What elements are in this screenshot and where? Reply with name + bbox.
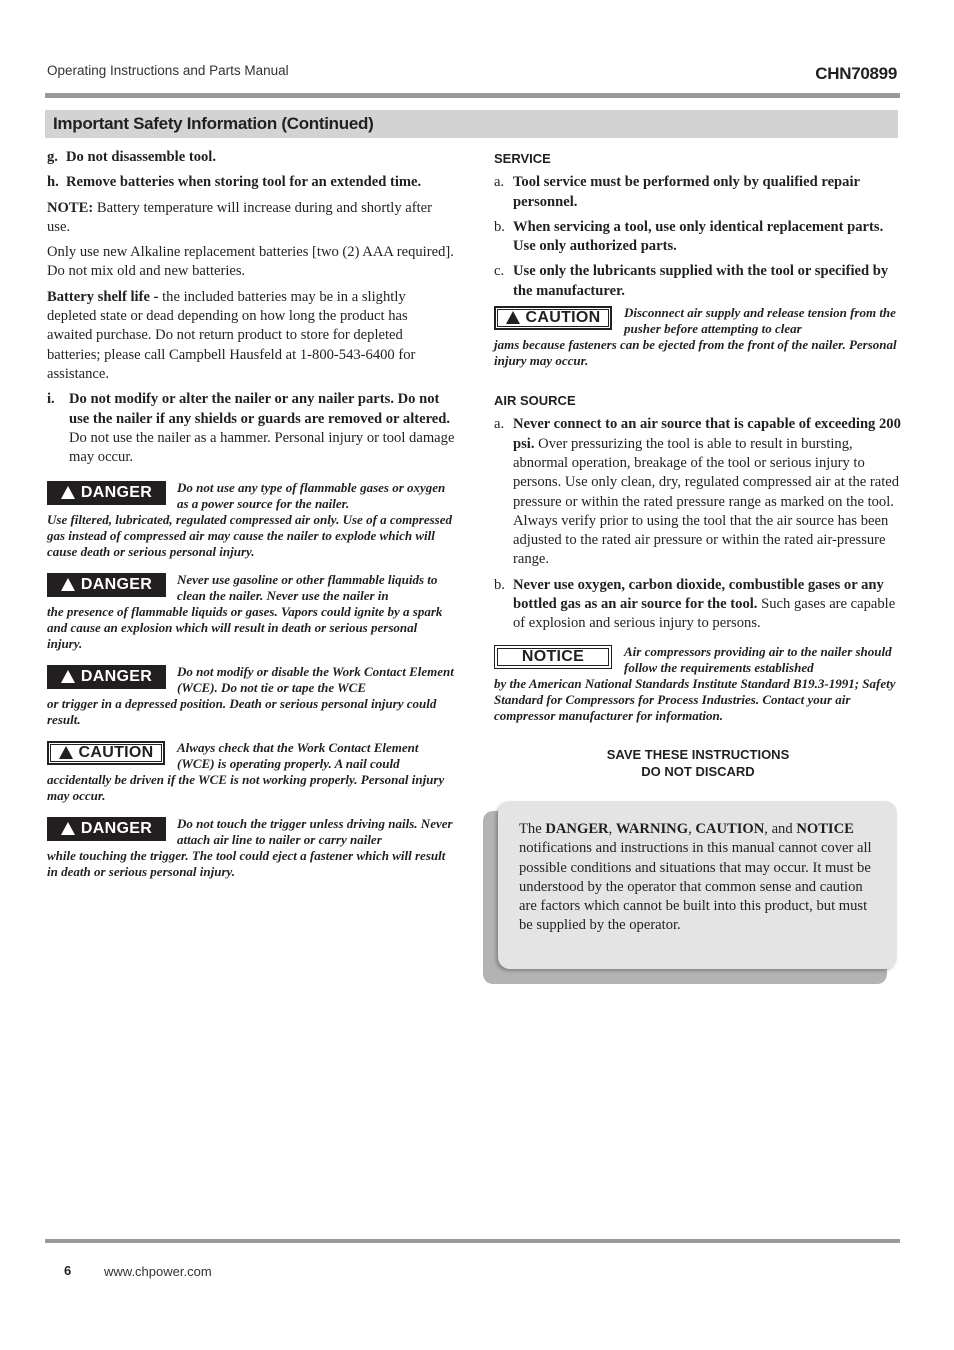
danger-badge: DANGER: [47, 573, 166, 597]
left-column: [47, 148, 455, 892]
service-item-b: [494, 218, 902, 257]
air-item-a: [494, 415, 902, 569]
batteries-paragraph: Only use new Alkaline replacement batteries [two (2) AAA required]. Do not mix old and new batteries.: [47, 244, 454, 280]
shelf-life-text: the included batteries may be in a slightly depleted state or dead depending on how long the product has awaited purchase. Do not return product to store for depleted batteries; please call Campbell Hausfeld at 1-800-543-6400 for assistance.: [47, 288, 416, 382]
caution-alert-wce-check: [47, 740, 455, 804]
alert-rest: Use filtered, lubricated, regulated compressed air only. Use of a compressed gas instead of compressed air may cause the nailer to explode which will cause death or serious personal injury.: [47, 512, 452, 560]
item-label: b.: [494, 218, 505, 235]
alert-lead: Air compressors providing air to the nailer should follow the requirements established: [624, 643, 892, 675]
item-h: [47, 173, 455, 192]
website-link[interactable]: www.chpower.com: [104, 1264, 212, 1279]
service-heading: SERVICE: [494, 151, 551, 166]
item-label: a.: [494, 416, 505, 433]
alert-lead: Disconnect air supply and release tension from the pusher before attempting to clear: [624, 305, 896, 337]
item-bold: Do not modify or alter the nailer or any nailer parts. Do not use the nailer if any shields or guards are removed or altered.: [69, 391, 451, 427]
danger-alert-gasoline: [47, 572, 455, 652]
alert-lead: Never use gasoline or other flammable liquids to clean the nailer. Never use the nailer in: [177, 572, 438, 604]
item-text: Tool service must be performed only by qualified repair personnel.: [513, 174, 860, 210]
save-line-2: DO NOT DISCARD: [641, 763, 755, 779]
danger-alert-trigger: [47, 816, 455, 880]
model-number: CHN70899: [815, 64, 897, 83]
section-banner: [45, 110, 898, 138]
warning-triangle-icon: [59, 746, 73, 759]
service-item-c: [494, 262, 902, 301]
alert-rest: or trigger in a depressed position. Death or serious personal injury could result.: [47, 696, 437, 728]
danger-badge: DANGER: [47, 481, 166, 505]
alert-lead: Do not modify or disable the Work Contact Element (WCE). Do not tie or tape the WCE: [177, 664, 454, 696]
item-rest: Do not use the nailer as a hammer. Personal injury or tool damage may occur.: [69, 429, 455, 466]
item-text: [513, 576, 902, 634]
right-column: [494, 148, 902, 780]
item-bold: Never connect to an air source that is capable of exceeding 200 psi.: [513, 416, 901, 452]
warning-triangle-icon: [506, 311, 520, 324]
danger-badge: DANGER: [47, 817, 166, 841]
note-paragraph: [47, 199, 455, 238]
warning-triangle-icon: [61, 822, 75, 835]
item-label: a.: [494, 174, 505, 191]
item-text: When servicing a tool, use only identical replacement parts. Use only authorized parts.: [513, 218, 884, 255]
item-label: c.: [494, 263, 505, 280]
notice-badge: NOTICE: [494, 645, 612, 669]
item-text: Do not disassemble tool.: [66, 149, 216, 165]
alert-rest: jams because fasteners can be ejected from the front of the nailer. Personal injury may occur.: [494, 337, 897, 369]
save-instructions: [494, 746, 902, 780]
air-item-b: [494, 576, 902, 634]
note-lead: NOTE:: [47, 199, 94, 216]
item-label: h.: [47, 174, 59, 191]
item-label: b.: [494, 576, 505, 593]
note-text: Battery temperature will increase during and shortly after use.: [47, 199, 432, 235]
alert-lead: Always check that the Work Contact Element (WCE) is operating properly. A nail could: [177, 740, 419, 772]
item-text: Remove batteries when storing tool for an extended time.: [66, 174, 422, 191]
warning-triangle-icon: [61, 578, 75, 591]
service-item-a: [494, 173, 902, 212]
caution-badge: CAUTION: [47, 741, 165, 765]
item-label: g.: [47, 149, 58, 165]
manual-title: Operating Instructions and Parts Manual: [47, 63, 289, 78]
notice-alert-compressor: [494, 644, 902, 724]
danger-alert-wce: [47, 664, 455, 728]
disclaimer-box: The DANGER, WARNING, CAUTION, and NOTICE notifications and instructions in this manual cannot cover all possible conditions and situations that may occur. It must be understood by the operator that common sense and caution are factors which cannot be built into this product, but must be supplied by the operator.: [498, 801, 897, 969]
item-bold: Never use oxygen, carbon dioxide, combustible gases or any bottled gas as an air source for the tool.: [513, 576, 884, 613]
item-rest: Such gases are capable of explosion and serious injury to persons.: [513, 596, 896, 632]
item-text: [69, 390, 455, 467]
item-g: [47, 148, 455, 167]
caution-badge: CAUTION: [494, 306, 612, 330]
save-line-1: SAVE THESE INSTRUCTIONS: [606, 746, 790, 762]
alert-lead: Do not touch the trigger unless driving nails. Never attach air line to nailer or carry nailer: [177, 816, 453, 848]
alert-rest: while touching the trigger. The tool could eject a fastener which will result in death or serious personal injury.: [47, 848, 446, 880]
alert-rest: by the American National Standards Institute Standard B19.3-1991; Safety Standard for Compressors for Process Industries. Contact your air compressor manufacturer for information.: [494, 675, 896, 723]
air-source-heading: AIR SOURCE: [494, 393, 576, 409]
item-rest: Over pressurizing the tool is able to result in bursting, abnormal operation, breakage of the tool or serious injury to persons. Use only clean, dry, regulated compressed air at the rated pressure or within the rated pressure range as marked on the tool. Always verify prior to using the tool that the air source has been adjusted to the rated air pressure or within the rated air-pressure range.: [513, 435, 900, 568]
section-title: Important Safety Information (Continued): [53, 114, 374, 133]
footer-rule: [45, 1239, 900, 1243]
warning-triangle-icon: [61, 486, 75, 499]
shelf-life-lead: Battery shelf life -: [47, 288, 159, 305]
shelf-life-paragraph: [47, 288, 455, 384]
page-number: 6: [64, 1263, 72, 1278]
danger-alert-flammable-gases: [47, 480, 455, 560]
warning-triangle-icon: [61, 670, 75, 683]
item-text: [513, 415, 902, 569]
danger-badge: DANGER: [47, 665, 166, 689]
alert-lead: Do not use any type of flammable gases or oxygen as a power source for the nailer.: [177, 480, 446, 512]
alert-rest: accidentally be driven if the WCE is not working properly. Personal injury may occur.: [47, 772, 445, 804]
caution-alert-pusher: [494, 305, 902, 369]
header-rule: [45, 93, 900, 98]
item-label: i.: [47, 391, 55, 408]
alert-rest: the presence of flammable liquids or gases. Vapors could ignite by a spark and cause an explosion which will result in death or serious personal injury.: [47, 604, 443, 652]
item-text: Use only the lubricants supplied with the tool or specified by the manufacturer.: [513, 263, 889, 299]
item-i: [47, 390, 455, 467]
